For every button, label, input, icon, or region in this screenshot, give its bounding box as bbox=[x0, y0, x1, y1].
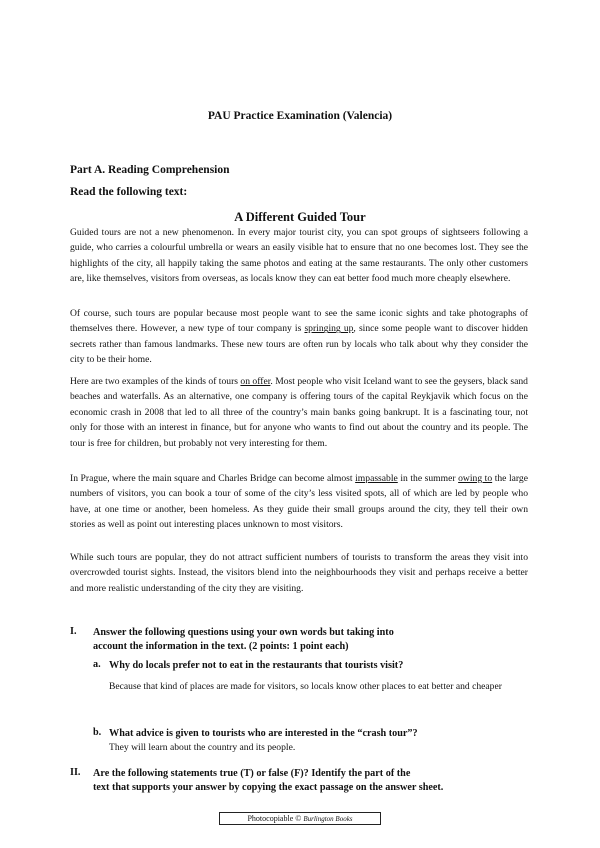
question-a-text: Why do locals prefer not to eat in the restaurants that tourists visit? bbox=[109, 660, 404, 671]
underlined-phrase: on offer bbox=[240, 376, 271, 387]
paragraph-text: In Prague, where the main square and Charles Bridge can become almost bbox=[70, 473, 356, 484]
article-paragraph-4 bbox=[70, 471, 528, 533]
footer-label: Photocopiable © bbox=[247, 814, 302, 823]
question-2-text bbox=[93, 767, 533, 795]
paragraph-text: the large numbers of visitors, you can book a tour of some of the city’s less visited spots, all of which are led by people who have, at one time or another, been homeless. As they guide their small groups around the city, they tell their own stories as well as point out interesting places unknown to most visitors. bbox=[70, 473, 528, 531]
article-paragraph-2 bbox=[70, 306, 528, 368]
article-paragraph-3 bbox=[70, 374, 528, 451]
underlined-phrase: impassable bbox=[355, 473, 398, 484]
paragraph-text: , since some people want to discover hidden secrets rather than famous landmarks. These new tours are often run by locals who talk about why they consider the city to be their home. bbox=[70, 323, 528, 366]
question-b-number: b. bbox=[93, 727, 102, 738]
question-b-text: What advice is given to tourists who are interested in the “crash tour”? bbox=[109, 728, 418, 739]
paragraph-text: Of course, such tours are popular because most people want to see the same iconic sights and take photographs of themselves there. However, a new type of tour company is bbox=[70, 308, 528, 335]
paragraph-text: . Most people who visit Iceland want to see the geysers, black sand beaches and waterfalls. As an alternative, one company is offering tours of the capital Reykjavik which focus on the economic crash in 2008 that led to all three of the country’s main banks going bankrupt. It is a fascinating tour, not only for those with an interest in finance, but for anyone who wants to find out about the country and its people. The tour is free for children, but probably not very interesting for them. bbox=[70, 376, 528, 449]
footer-publisher: Burlington Books bbox=[303, 815, 353, 823]
question-1-text bbox=[93, 626, 533, 654]
question-1-number: I. bbox=[70, 626, 77, 637]
article-title: A Different Guided Tour bbox=[234, 210, 366, 224]
question-1-line-2: account the information in the text. (2 points: 1 point each) bbox=[93, 641, 349, 652]
article-paragraph-5: While such tours are popular, they do not attract sufficient numbers of tourists to transform the areas they visit into overcrowded tourist sights. Instead, the visitors blend into the neighbourhoods they visit and perhaps receive a better and more realistic understanding of the city they are visiting. bbox=[70, 552, 528, 594]
underlined-phrase: springing up bbox=[304, 323, 354, 335]
question-a-answer: Because that kind of places are made for visitors, so locals know other places to eat better and cheaper bbox=[109, 681, 502, 692]
exam-title: PAU Practice Examination (Valencia) bbox=[207, 110, 393, 122]
article-paragraph-1: Guided tours are not a new phenomenon. In every major tourist city, you can spot groups of sightseers following a guide, who carries a colourful umbrella or wears an easily visible hat to ensure that no one becomes lost. They see the highlights of the city, all happily taking the same photos and eating at the same restaurants. The only other customers are, like themselves, visitors from overseas, as locals know they can eat better food much more cheaply elsewhere. bbox=[70, 227, 528, 285]
question-a-number: a. bbox=[93, 659, 101, 670]
paragraph-text: Here are two examples of the kinds of tours bbox=[70, 376, 241, 387]
question-b-answer: They will learn about the country and its people. bbox=[109, 742, 296, 753]
photocopiable-footer bbox=[219, 812, 381, 825]
paragraph-text: in the summer bbox=[397, 473, 459, 484]
question-2-number: II. bbox=[70, 767, 81, 778]
question-1-line-1: Answer the following questions using your own words but taking into bbox=[93, 627, 394, 638]
reading-instruction: Read the following text: bbox=[70, 186, 188, 198]
question-2-line-2: text that supports your answer by copying the exact passage on the answer sheet. bbox=[93, 782, 444, 793]
part-heading: Part A. Reading Comprehension bbox=[70, 164, 230, 176]
underlined-phrase: owing to bbox=[458, 473, 493, 484]
question-2-line-1: Are the following statements true (T) or false (F)? Identify the part of the bbox=[93, 768, 411, 779]
